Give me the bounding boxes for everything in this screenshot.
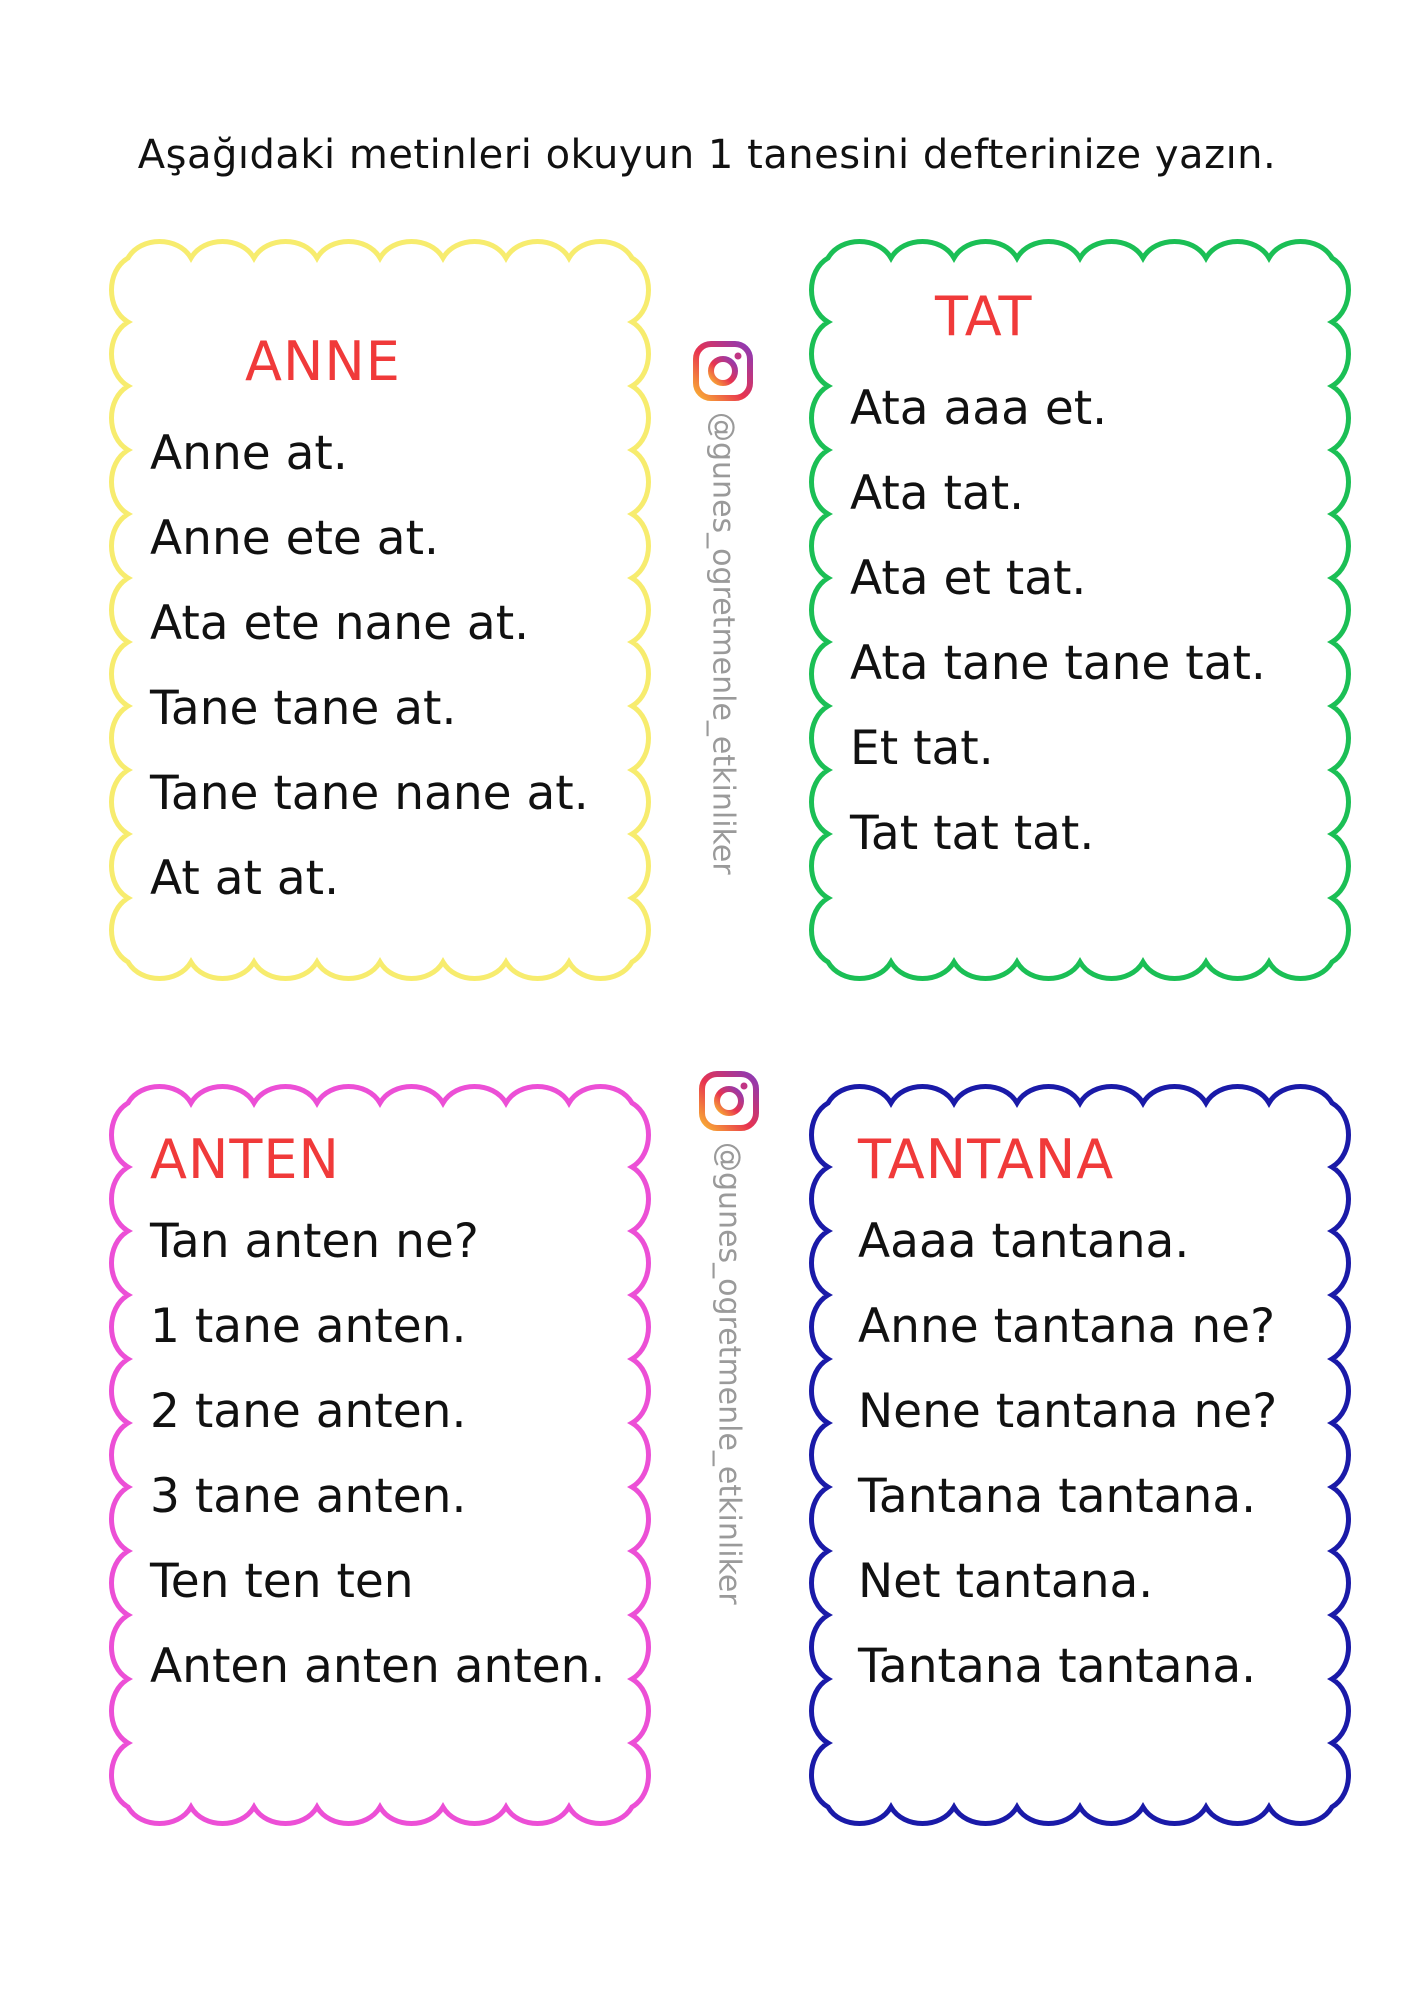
- reading-line: Ten ten ten: [150, 1554, 414, 1609]
- reading-line: At at at.: [150, 851, 340, 906]
- reading-line: Ata tat.: [850, 466, 1025, 521]
- reading-line: Tat tat tat.: [850, 806, 1095, 861]
- reading-line: Ata tane tane tat.: [850, 636, 1266, 691]
- reading-line: Anne ete at.: [150, 511, 439, 566]
- reading-line: Et tat.: [850, 721, 994, 776]
- reading-line: 3 tane anten.: [150, 1469, 467, 1524]
- card-title: TAT: [935, 285, 1033, 348]
- reading-line: Tane tane nane at.: [150, 766, 589, 821]
- reading-line: Ata aaa et.: [850, 381, 1108, 436]
- instagram-icon: [692, 340, 754, 402]
- reading-line: Nene tantana ne?: [858, 1384, 1278, 1439]
- reading-card-tantana: [800, 1075, 1360, 1835]
- reading-line: Ata ete nane at.: [150, 596, 530, 651]
- watermark: [688, 340, 758, 875]
- card-title: ANTEN: [150, 1128, 340, 1191]
- reading-line: Tan anten ne?: [150, 1214, 479, 1269]
- watermark-handle: @gunes_ogretmenle_etkinliker: [711, 1142, 747, 1605]
- reading-line: Tantana tantana.: [858, 1639, 1257, 1694]
- reading-card-anne: [100, 230, 660, 990]
- reading-line: Ata et tat.: [850, 551, 1087, 606]
- reading-line: Tane tane at.: [150, 681, 457, 736]
- reading-line: 1 tane anten.: [150, 1299, 467, 1354]
- reading-card-anten: [100, 1075, 660, 1835]
- watermark-handle: @gunes_ogretmenle_etkinliker: [705, 412, 741, 875]
- reading-line: Anne tantana ne?: [858, 1299, 1276, 1354]
- reading-line: Anten anten anten.: [150, 1639, 606, 1694]
- reading-line: Aaaa tantana.: [858, 1214, 1190, 1269]
- reading-line: Tantana tantana.: [858, 1469, 1257, 1524]
- instagram-icon: [698, 1070, 760, 1132]
- watermark: [694, 1070, 764, 1605]
- reading-line: 2 tane anten.: [150, 1384, 467, 1439]
- reading-line: Net tantana.: [858, 1554, 1154, 1609]
- instruction-text: Aşağıdaki metinleri okuyun 1 tanesini defterinize yazın.: [137, 132, 1277, 178]
- card-title: TANTANA: [858, 1128, 1115, 1191]
- card-title: ANNE: [245, 330, 401, 393]
- reading-card-tat: [800, 230, 1360, 990]
- reading-line: Anne at.: [150, 426, 348, 481]
